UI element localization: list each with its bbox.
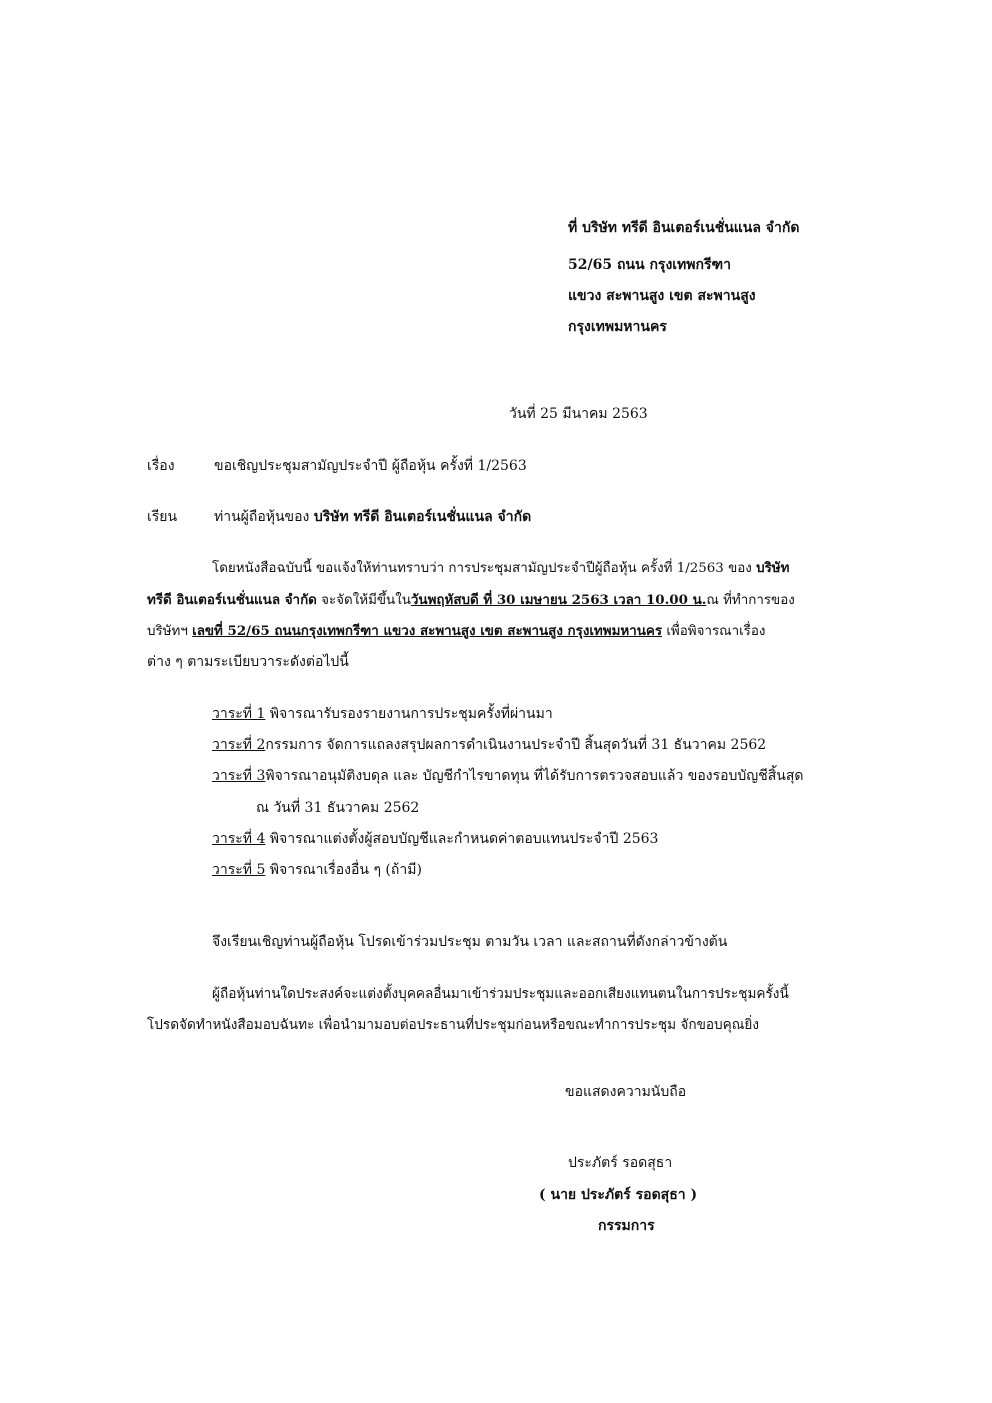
agenda-item-2-label: วาระที่ 2 — [212, 737, 266, 753]
agenda-item-4 — [212, 829, 658, 849]
agenda-item-3 — [212, 766, 803, 786]
address-line-3: แขวง สะพานสูง เขต สะพานสูง — [568, 288, 756, 304]
body-line-3-text: บริษัทฯ — [147, 624, 193, 639]
agenda-item-5-text: พิจารณาเรื่องอื่น ๆ (ถ้ามี) — [265, 862, 422, 878]
signatory-position: กรรมการ — [598, 1218, 655, 1234]
proxy-line-2: โปรดจัดทำหนังสือมอบฉันทะ เพื่อนำมามอบต่อประธานที่ประชุมก่อนหรือขณะทำการประชุม จักขอบคุณยิ่ง — [147, 1017, 759, 1033]
agenda-item-1-label: วาระที่ 1 — [212, 706, 266, 722]
body-line-2-text: จะจัดให้มีขึ้นใน — [316, 593, 411, 608]
recipient-company: บริษัท ทรีดี อินเตอร์เนชั่นแนล จำกัด — [313, 509, 532, 525]
proxy-line-1: ผู้ถือหุ้นท่านใดประสงค์จะแต่งตั้งบุคคลอื่นมาเข้าร่วมประชุมและออกเสียงแทนตนในการประชุมครั้งนี้ — [212, 986, 789, 1002]
agenda-item-1 — [212, 704, 553, 724]
signatory-name: ( นาย ประภัตร์ รอดสุธา ) — [539, 1187, 698, 1203]
body-line-2-company: ทรีดี อินเตอร์เนชั่นแนล จำกัด — [147, 592, 317, 608]
agenda-item-4-label: วาระที่ 4 — [212, 831, 266, 847]
agenda-item-5 — [212, 860, 422, 880]
signature: ประภัตร์ รอดสุธา — [568, 1155, 673, 1171]
body-line-1 — [212, 558, 789, 579]
recipient-label: เรียน — [147, 509, 178, 525]
meeting-datetime: วันพฤหัสบดี ที่ 30 เมษายน 2563 เวลา 10.00 น. — [410, 592, 707, 608]
agenda-item-3-label: วาระที่ 3 — [212, 768, 266, 784]
address-line-1: ที่ บริษัท ทรีดี อินเตอร์เนชั่นแนล จำกัด — [568, 220, 800, 236]
agenda-item-3-continuation: ณ วันที่ 31 ธันวาคม 2562 — [256, 800, 420, 816]
agenda-item-1-text: พิจารณารับรองรายงานการประชุมครั้งที่ผ่านมา — [265, 706, 553, 722]
letter-date: วันที่ 25 มีนาคม 2563 — [509, 406, 648, 422]
body-line-1-text: โดยหนังสือฉบับนี้ ขอแจ้งให้ท่านทราบว่า การประชุมสามัญประจำปีผู้ถือหุ้น ครั้งที่ 1/2563 ของ — [212, 561, 757, 576]
recipient-text — [214, 507, 531, 527]
subject-text: ขอเชิญประชุมสามัญประจำปี ผู้ถือหุ้น ครั้งที่ 1/2563 — [214, 458, 527, 474]
recipient-prefix: ท่านผู้ถือหุ้นของ — [214, 509, 314, 525]
address-line-2: 52/65 ถนน กรุงเทพกรีฑา — [568, 257, 731, 273]
agenda-item-5-label: วาระที่ 5 — [212, 862, 266, 878]
meeting-venue: เลขที่ 52/65 ถนนกรุงเทพกรีฑา แขวง สะพานสูง เขต สะพานสูง กรุงเทพมหานคร — [192, 623, 663, 639]
body-line-4: ต่าง ๆ ตามระเบียบวาระดังต่อไปนี้ — [147, 654, 349, 670]
subject-label: เรื่อง — [147, 458, 175, 474]
agenda-item-2-text: กรรมการ จัดการแถลงสรุปผลการดำเนินงานประจำปี สิ้นสุดวันที่ 31 ธันวาคม 2562 — [265, 737, 767, 753]
body-line-1-company: บริษัท — [756, 560, 790, 576]
body-line-2 — [147, 590, 795, 611]
body-line-2-tail: ณ ที่ทำการของ — [706, 593, 795, 608]
invite-text: จึงเรียนเชิญท่านผู้ถือหุ้น โปรดเข้าร่วมประชุม ตามวัน เวลา และสถานที่ดังกล่าวข้างต้น — [212, 934, 728, 950]
closing-regards: ขอแสดงความนับถือ — [565, 1084, 687, 1100]
agenda-item-4-text: พิจารณาแต่งตั้งผู้สอบบัญชีและกำหนดค่าตอบแทนประจำปี 2563 — [265, 831, 659, 847]
body-line-3 — [147, 621, 765, 642]
body-line-3-tail: เพื่อพิจารณาเรื่อง — [662, 624, 766, 639]
address-line-4: กรุงเทพมหานคร — [568, 319, 667, 335]
agenda-item-3-text: พิจารณาอนุมัติงบดุล และ บัญชีกำไรขาดทุน ที่ได้รับการตรวจสอบแล้ว ของรอบบัญชีสิ้นสุด — [265, 768, 804, 784]
agenda-item-2 — [212, 735, 766, 755]
